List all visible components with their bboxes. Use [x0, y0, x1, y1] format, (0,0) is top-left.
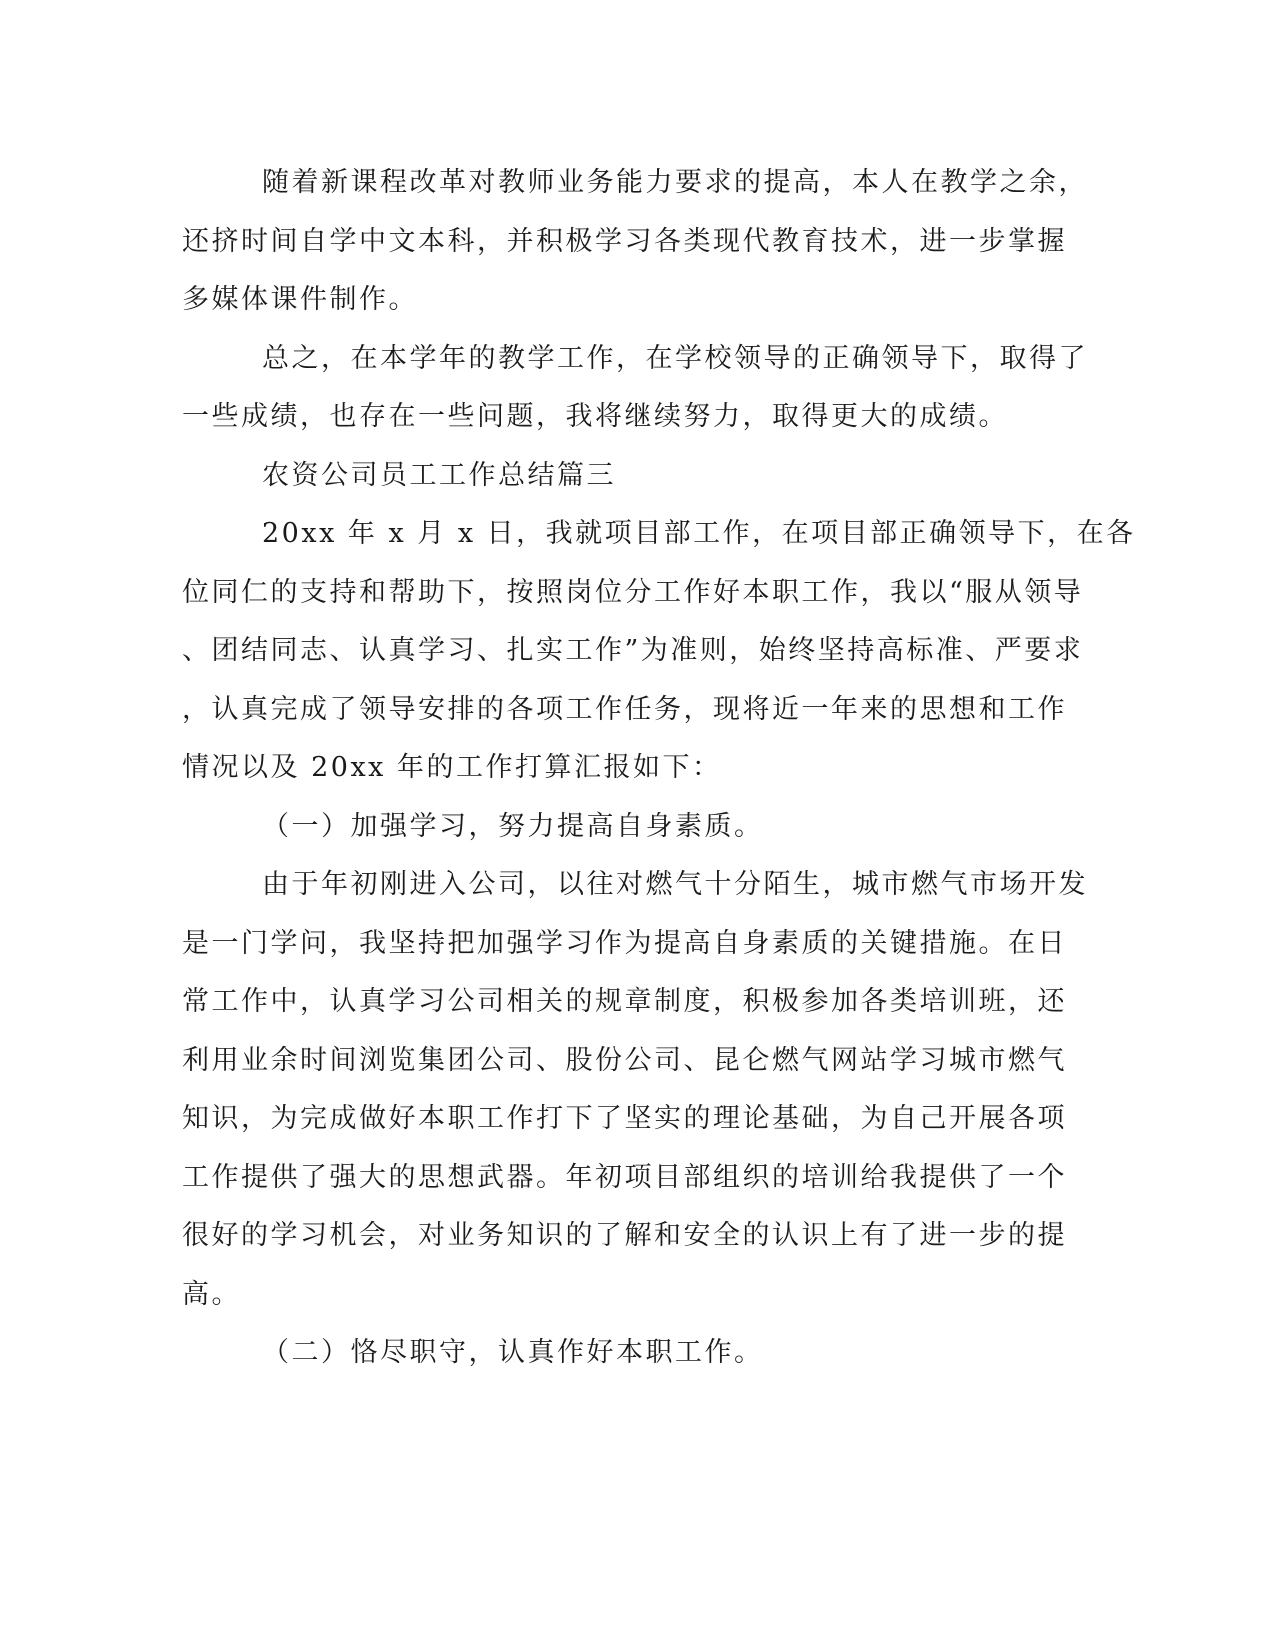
subsection-heading: （二）恪尽职守，认真作好本职工作。	[262, 1337, 764, 1368]
paragraph-line: 利用业余时间浏览集团公司、股份公司、昆仑燃气网站学习城市燃气	[182, 1045, 1067, 1076]
paragraph-line: 很好的学习机会，对业务知识的了解和安全的认识上有了进一步的提	[182, 1220, 1067, 1251]
subsection-heading: （一）加强学习，努力提高自身素质。	[262, 811, 764, 842]
paragraph-line: 情况以及 20xx 年的工作打算汇报如下：	[182, 752, 722, 783]
paragraph-line: 、团结同志、认真学习、扎实工作”为准则，始终坚持高标准、严要求	[182, 635, 1084, 666]
paragraph-line: 由于年初刚进入公司，以往对燃气十分陌生，城市燃气市场开发	[262, 869, 1088, 900]
paragraph-line: 总之，在本学年的教学工作，在学校领导的正确领导下，取得了	[262, 343, 1088, 374]
paragraph-line: 工作提供了强大的思想武器。年初项目部组织的培训给我提供了一个	[182, 1162, 1067, 1193]
paragraph-line: 还挤时间自学中文本科，并积极学习各类现代教育技术，进一步掌握	[182, 226, 1067, 257]
paragraph-line: 随着新课程改革对教师业务能力要求的提高，本人在教学之余，	[262, 167, 1088, 198]
paragraph-line: 高。	[182, 1279, 241, 1310]
paragraph-line: 20xx 年 x 月 x 日，我就项目部工作，在项目部正确领导下，在各	[262, 518, 1136, 549]
paragraph-line: 知识，为完成做好本职工作打下了坚实的理论基础，为自己开展各项	[182, 1103, 1067, 1134]
paragraph-line: 位同仁的支持和帮助下，按照岗位分工作好本职工作，我以“服从领导	[182, 577, 1084, 608]
section-heading: 农资公司员工工作总结篇三	[262, 460, 616, 491]
paragraph-line: 一些成绩，也存在一些问题，我将继续努力，取得更大的成绩。	[182, 401, 1008, 432]
paragraph-line: 多媒体课件制作。	[182, 284, 418, 315]
paragraph-line: ，认真完成了领导安排的各项工作任务，现将近一年来的思想和工作	[182, 694, 1067, 725]
paragraph-line: 常工作中，认真学习公司相关的规章制度，积极参加各类培训班，还	[182, 986, 1067, 1017]
paragraph-line: 是一门学问，我坚持把加强学习作为提高自身素质的关键措施。在日	[182, 928, 1067, 959]
